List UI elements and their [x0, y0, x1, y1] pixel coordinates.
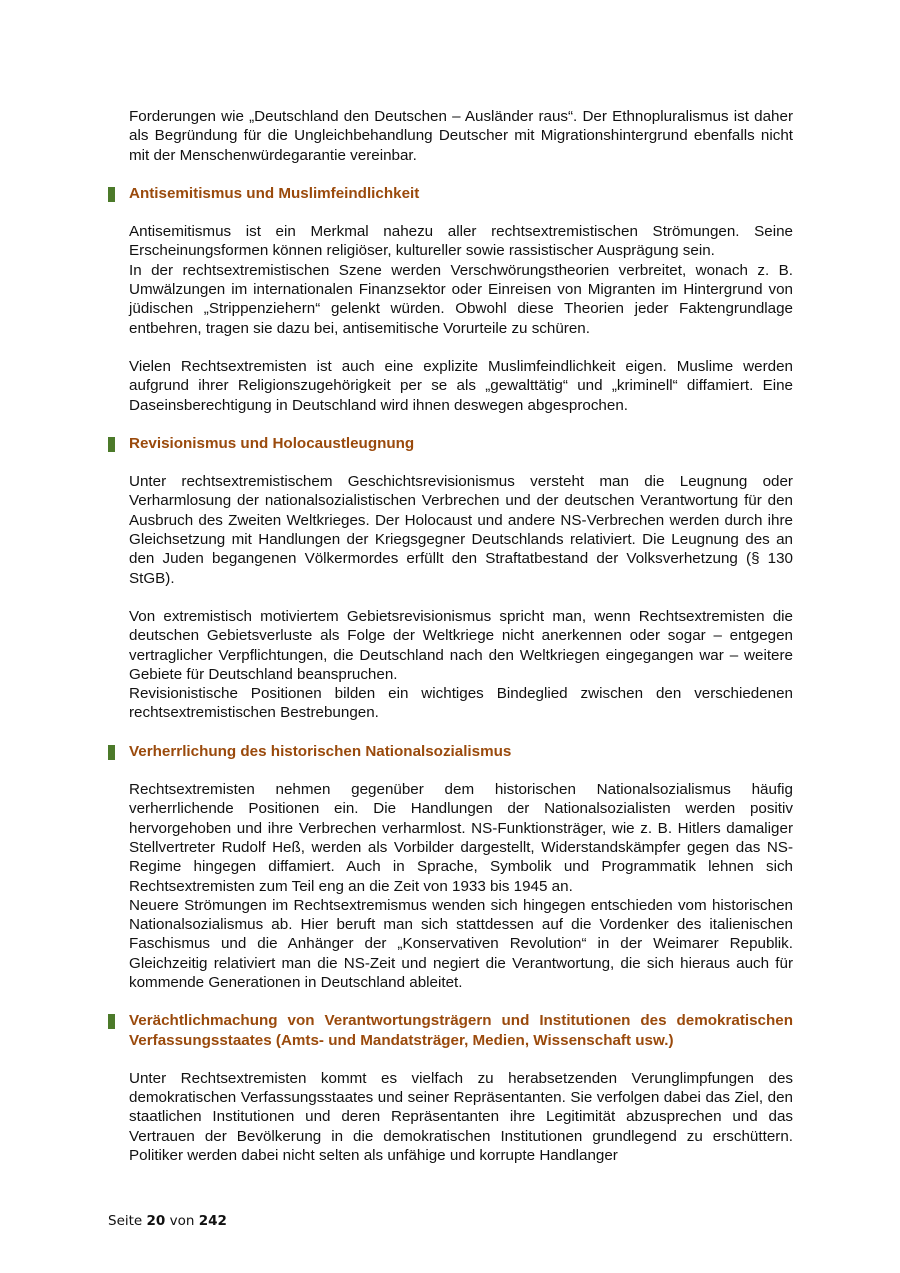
paragraph-glorification-1: Rechtsextremisten nehmen gegenüber dem historischen Nationalsozialismus häufig verherrlichende Positionen ein. Die Handlungen der Nationalsozialisten werden positiv hervorgehoben und ihre Verbrechen verharmlost. NS-Funktionsträger, wie z. B. Hitlers damaliger Stellvertreter Rudolf Heß, werden als Vorbilder dargestellt, Widerstandskämpfer gegen das NS-Regime hingegen diffamiert. Auch in Sprache, Symbolik und Programmatik lehnen sich Rechtsextremisten zum Teil eng an die Zeit von 1933 bis 1945 an.: [129, 781, 793, 895]
section-marker: [108, 187, 115, 202]
paragraph-glorification-2: Neuere Strömungen im Rechtsextremismus wenden sich hingegen entschieden vom historischen Nationalsozialismus ab. Hier beruft man sich stattdessen auf die Vordenker des italienischen Faschismus und die Anhänger der „Konservativen Revolution“ in der Weimarer Republik. Gleichzeitig relativiert man die NS-Zeit und negiert die Verantwortung, die sich hieraus auch für kommende Generationen in Deutschland ableitet.: [129, 896, 793, 991]
paragraph-contempt: Unter Rechtsextremisten kommt es vielfach zu herabsetzenden Verunglimpfungen des demokratischen Verfassungsstaates und seiner Repräsentanten. Sie verfolgen dabei das Ziel, den staatlichen Institutionen und deren Repräsentanten ihre Legitimität abzusprechen und das Vertrauen der Bevölkerung in die demokratischen Institutionen grundlegend zu erschüttern. Politiker werden dabei nicht selten als unfähige und korrupte Handlanger: [129, 1069, 793, 1165]
paragraph-revisionism-1: Unter rechtsextremistischem Geschichtsrevisionismus versteht man die Leugnung oder Verharmlosung der nationalsozialistischen Verbrechen und der deutschen Verantwortung für den Ausbruch des Zweiten Weltkrieges. Der Holocaust und andere NS-Verbrechen werden durch ihre Gleichsetzung mit Handlungen der Kriegsgegner Deutschlands relativiert. Die Leugnung des an den Juden begangenen Völkermordes erfüllt den Straftatbestand der Volksverhetzung (§ 130 StGB).: [129, 473, 793, 587]
paragraph-antisemitism-1: Antisemitismus ist ein Merkmal nahezu aller rechtsextremistischen Strömungen. Seine Erscheinungsformen können religiöser, kultureller sowie rassistischer Ausprägung sein.: [129, 223, 793, 260]
footer-middle: von: [169, 1213, 195, 1229]
heading-glorification-text: Verherrlichung des historischen Nationalsozialismus: [129, 742, 512, 760]
section-marker: [108, 745, 115, 760]
heading-antisemitism-text: Antisemitismus und Muslimfeindlichkeit: [129, 184, 420, 202]
heading-revisionism: [129, 434, 793, 453]
section-marker: [108, 1014, 115, 1029]
heading-revisionism-text: Revisionismus und Holocaustleugnung: [129, 434, 415, 452]
heading-antisemitism: [129, 184, 793, 203]
footer-total-pages: 242: [198, 1213, 227, 1229]
document-body: [129, 107, 793, 1165]
heading-contempt: [129, 1011, 793, 1050]
page-footer: [108, 1213, 227, 1229]
paragraph-ethnopluralism: Forderungen wie „Deutschland den Deutschen – Ausländer raus“. Der Ethnopluralismus ist daher als Begründung für die Ungleichbehandlung Deutscher mit Migrationshintergrund ebenfalls nicht mit der Menschenwürdegarantie vereinbar.: [129, 108, 793, 164]
footer-prefix: Seite: [108, 1213, 143, 1229]
footer-page-number: 20: [146, 1213, 166, 1229]
heading-contempt-text: Verächtlichmachung von Verantwortungsträgern und Institutionen des demokratischen Verfassungsstaates (Amts- und Mandatsträger, Medien, Wissenschaft usw.): [129, 1012, 793, 1049]
paragraph-antisemitism-2: In der rechtsextremistischen Szene werden Verschwörungstheorien verbreitet, wonach z. B. Umwälzungen im internationalen Finanzsektor oder Einreisen von Migranten im Hintergrund von jüdischen „Strippenziehern“ gelenkt würden. Obwohl diese Theorien jeder Faktengrundlage entbehren, tragen sie dazu bei, antisemitische Vorurteile zu schüren.: [129, 261, 793, 337]
paragraph-revisionism-3: Revisionistische Positionen bilden ein wichtiges Bindeglied zwischen den verschiedenen rechtsextremistischen Bestrebungen.: [129, 685, 793, 722]
paragraph-muslim-hostility: Vielen Rechtsextremisten ist auch eine explizite Muslimfeindlichkeit eigen. Muslime werden aufgrund ihrer Religionszugehörigkeit per se als „gewalttätig“ und „kriminell“ diffamiert. Eine Daseinsberechtigung in Deutschland wird ihnen deswegen abgesprochen.: [129, 357, 793, 414]
paragraph-revisionism-2: Von extremistisch motiviertem Gebietsrevisionismus spricht man, wenn Rechtsextremisten die deutschen Gebietsverluste als Folge der Weltkriege nicht anerkennen oder sogar – entgegen vertraglicher Verpflichtungen, die Deutschland nach den Weltkriegen eingegangen war – weitere Gebiete für Deutschland beanspruchen.: [129, 607, 793, 683]
heading-glorification: [129, 742, 793, 761]
section-marker: [108, 437, 115, 452]
